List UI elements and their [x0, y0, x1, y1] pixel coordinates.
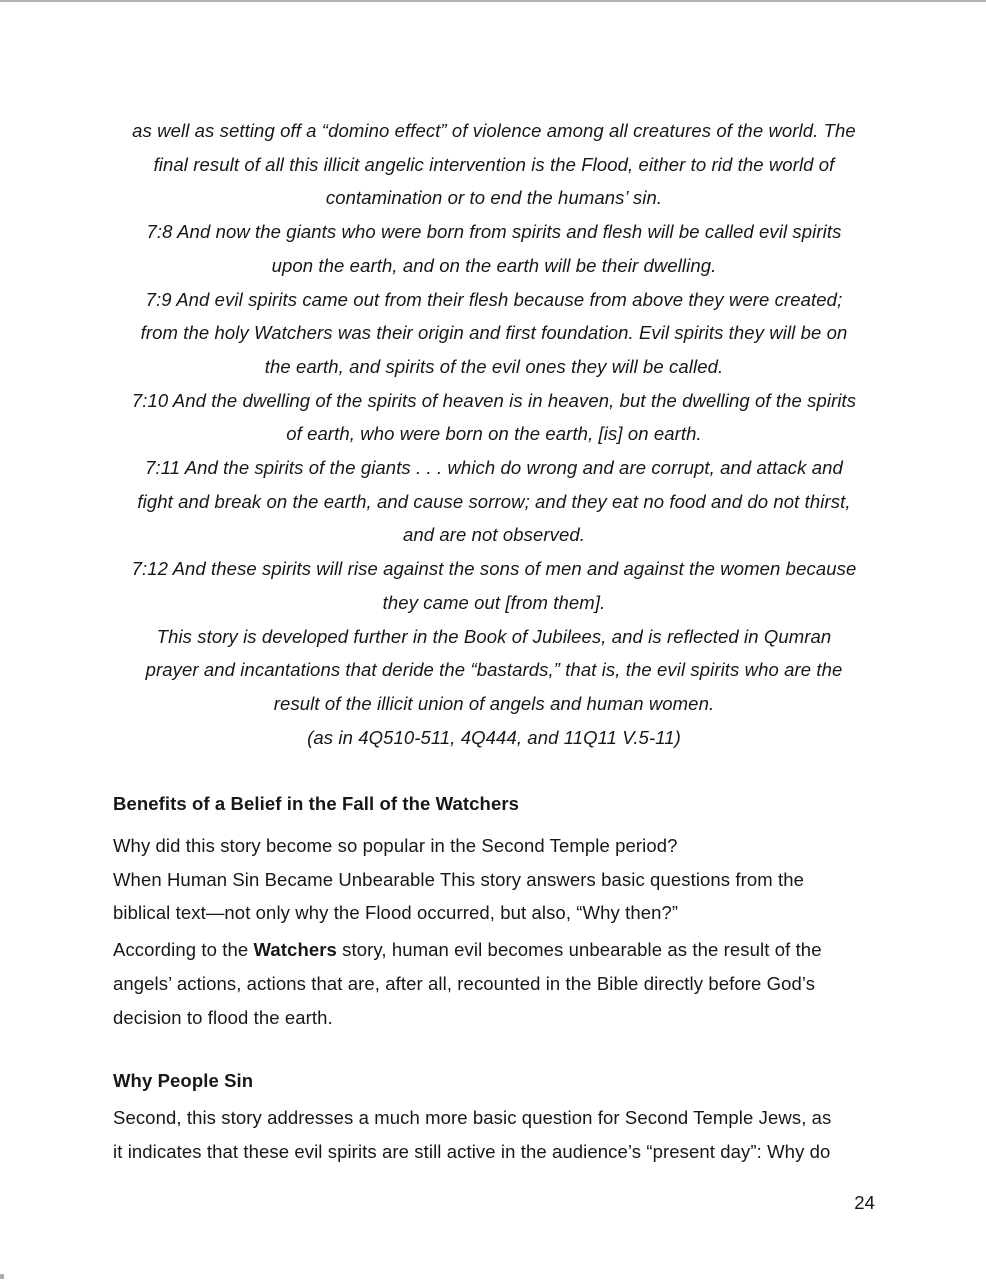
- section-heading-why-people-sin: Why People Sin: [113, 1070, 254, 1092]
- quote-verse-7-8: [113, 215, 875, 282]
- quote-verse-7-12: [113, 552, 875, 619]
- quote-paragraph-intro: [113, 114, 875, 215]
- text-line: upon the earth, and on the earth will be their dwelling.: [271, 254, 717, 276]
- text-line: [113, 933, 875, 967]
- quote-verse-7-9: [113, 283, 875, 384]
- text-line: contamination or to end the humans’ sin.: [325, 187, 663, 209]
- text-line: from the holy Watchers was their origin and first foundation. Evil spirits they will be on: [140, 322, 848, 344]
- text-line: of earth, who were born on the earth, [is] on earth.: [286, 423, 702, 445]
- text-line: they came out [from them].: [382, 591, 606, 613]
- text-line: decision to flood the earth.: [113, 1006, 333, 1028]
- block-quote: [113, 114, 875, 754]
- quote-paragraph-jubilees: [113, 620, 875, 721]
- paragraph-according-post: story, human evil becomes unbearable as the result of the: [336, 939, 822, 961]
- paragraph-according-bold-term: Watchers: [253, 939, 337, 961]
- paragraph-according-pre: According to the: [113, 939, 254, 961]
- section-heading-benefits: Benefits of a Belief in the Fall of the Watchers: [113, 793, 520, 815]
- text-line: 7:10 And the dwelling of the spirits of heaven is in heaven, but the dwelling of the spirits: [131, 389, 857, 411]
- text-line: and are not observed.: [402, 524, 586, 546]
- page-number: 24: [854, 1192, 875, 1214]
- paragraph-according-rest: [113, 967, 875, 1034]
- text-line: 7:9 And evil spirits came out from their flesh because from above they were created;: [145, 288, 843, 310]
- paragraph-why-popular: [113, 829, 875, 863]
- text-line: Why did this story become so popular in the Second Temple period?: [113, 835, 678, 857]
- text-line: result of the illicit union of angels and human women.: [273, 692, 715, 714]
- text-line: angels’ actions, actions that are, after all, recounted in the Bible directly before God’s: [113, 972, 816, 994]
- text-line: 7:11 And the spirits of the giants . . . which do wrong and are corrupt, and attack and: [145, 457, 843, 479]
- text-line: When Human Sin Became Unbearable This story answers basic questions from the: [113, 868, 805, 890]
- page-top-edge: [0, 0, 986, 2]
- text-line: (as in 4Q510-511, 4Q444, and 11Q11 V.5-11): [307, 726, 681, 748]
- quote-citation: [113, 721, 875, 755]
- text-line: as well as setting off a “domino effect” of violence among all creatures of the world. The: [132, 120, 856, 141]
- text-line: fight and break on the earth, and cause sorrow; and they eat no food and do not thirst,: [137, 490, 851, 512]
- text-line: 7:12 And these spirits will rise against the sons of men and against the women because: [131, 558, 857, 580]
- text-line: biblical text—not only why the Flood occurred, but also, “Why then?”: [113, 902, 679, 924]
- text-line: final result of all this illicit angelic intervention is the Flood, either to rid the world of: [153, 153, 835, 175]
- page-corner-artifact: [0, 1274, 4, 1279]
- quote-verse-7-11: [113, 451, 875, 552]
- text-line: This story is developed further in the Book of Jubilees, and is reflected in Qumran: [156, 625, 832, 647]
- text-line: prayer and incantations that deride the “bastards,” that is, the evil spirits who are the: [145, 659, 843, 681]
- text-line: it indicates that these evil spirits are still active in the audience’s “present day”: Why do: [113, 1140, 831, 1162]
- paragraph-second-reason: [113, 1101, 875, 1168]
- paragraph-according: [113, 933, 875, 1034]
- text-line: Second, this story addresses a much more basic question for Second Temple Jews, as: [113, 1106, 832, 1128]
- quote-verse-7-10: [113, 384, 875, 451]
- text-line: the earth, and spirits of the evil ones they will be called.: [264, 355, 724, 377]
- paragraph-when-human-sin: [113, 863, 875, 930]
- text-line: 7:8 And now the giants who were born from spirits and flesh will be called evil spirits: [146, 221, 842, 243]
- document-page: [113, 114, 875, 1220]
